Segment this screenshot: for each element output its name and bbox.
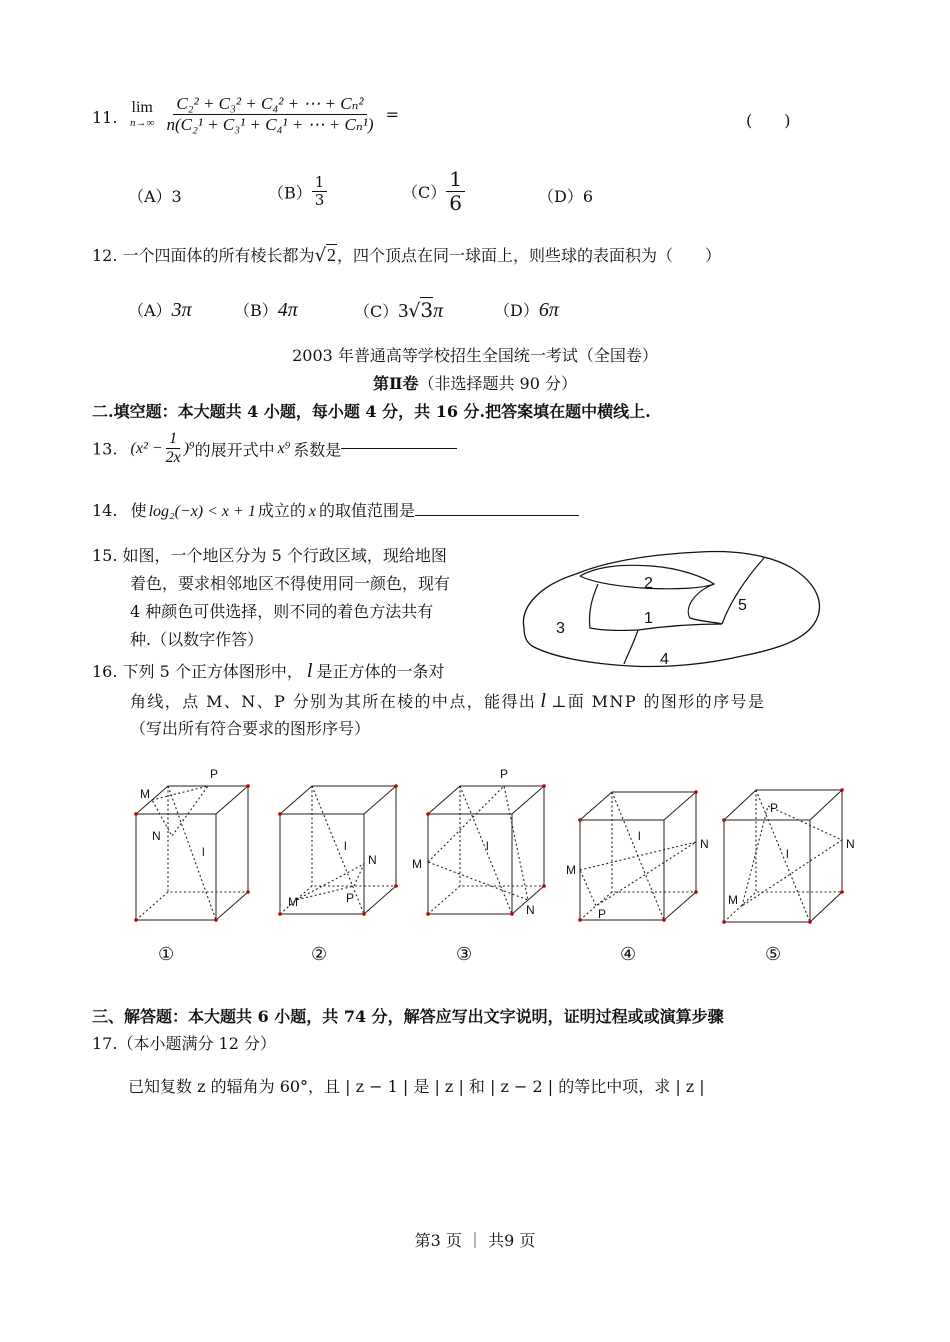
- map-label-1: 1: [644, 610, 653, 627]
- section2-heading: 二.填空题：本大题共 4 小题，每小题 4 分，共 16 分.把答案填在题中横线上.: [92, 402, 651, 421]
- q13-frac-num: 1: [166, 430, 180, 449]
- cube1-label-m: M: [140, 787, 150, 801]
- q16-figure-5: [716, 776, 862, 936]
- q16-figure-1: [128, 764, 260, 936]
- cube4-label-n: N: [700, 837, 709, 851]
- cube2-vertex: [394, 884, 398, 888]
- q12-option-a: [128, 298, 192, 322]
- map-label-2: 2: [644, 575, 653, 592]
- cube1-vertex: [214, 918, 218, 922]
- cube3-label-m: M: [412, 857, 422, 871]
- q16-line-3: （写出所有符合要求的图形序号）: [130, 719, 371, 738]
- exam-title: 2003 年普通高等学校招生全国统一考试（全国卷）: [292, 346, 658, 365]
- q15-line-2: 着色，要求相邻地区不得使用同一颜色，现有: [130, 574, 451, 593]
- cube4-vertex: [694, 790, 698, 794]
- map-label-3: 3: [556, 620, 565, 637]
- cube4-right-edges: [664, 792, 696, 920]
- q13-text-b: 系数是: [293, 440, 342, 460]
- cube3-label-p: P: [500, 767, 509, 781]
- q16-figure-2-label: ②: [311, 944, 328, 965]
- q14-var: x: [308, 503, 316, 520]
- cube5-diagonal-l: [756, 790, 810, 922]
- q12-option-d: [494, 298, 559, 322]
- cube2-vertex: [278, 812, 282, 816]
- cube1-vertex: [134, 812, 138, 816]
- cube5-vertex: [722, 920, 726, 924]
- q12-text-a: 一个四面体的所有棱长都为: [122, 246, 315, 265]
- cube3-front-face: [428, 814, 512, 914]
- q11-fraction: [163, 94, 376, 134]
- cube3-label-l: l: [486, 839, 489, 853]
- q12-line: [92, 243, 721, 266]
- q15-line-3: 4 种颜色可供选择，则不同的着色方法共有: [130, 602, 434, 621]
- cube4-vertex: [578, 818, 582, 822]
- map-label-5: 5: [738, 597, 747, 614]
- q16-figure-3: [408, 764, 550, 936]
- map-region-1-right-border: [688, 584, 722, 624]
- cube1-hidden-bottom: [136, 892, 248, 920]
- q11-option-b-den: 3: [314, 191, 325, 210]
- cube1-label-p: P: [210, 767, 219, 781]
- q12-option-b-label: （B）: [234, 301, 278, 320]
- cube4-triangle-mnp: [580, 842, 696, 906]
- cube5-label-p: P: [770, 801, 779, 815]
- q16-figure-2: [272, 764, 404, 936]
- q11-option-c-den: 6: [449, 191, 462, 215]
- cube2-label-p: P: [346, 891, 355, 905]
- q12-number: 12.: [92, 246, 118, 265]
- cube4-vertex: [578, 918, 582, 922]
- q16-line-1: [92, 659, 444, 683]
- part-title-rest: （非选择题共 90 分）: [418, 374, 578, 393]
- q11-lim: lim: [131, 99, 153, 117]
- q12-option-c-pi: π: [433, 300, 444, 322]
- map-region-4-border: [624, 630, 638, 664]
- cube1-vertex: [246, 890, 250, 894]
- q12-option-c-label: （C）: [354, 302, 399, 321]
- q12-option-d-value: 6π: [538, 299, 559, 321]
- part-title-bold: 第Ⅱ卷: [372, 374, 419, 393]
- q11-number: 11.: [92, 108, 118, 127]
- q11-formula: [130, 94, 399, 134]
- q13-text-a: 的展开式中: [194, 440, 275, 460]
- q13-number: 13.: [92, 439, 118, 459]
- q11-option-b: [268, 174, 327, 210]
- cube4-label-p: P: [598, 907, 607, 921]
- cube3-vertex: [426, 812, 430, 816]
- cube5-label-m: M: [728, 893, 738, 907]
- section3-heading: 三、解答题：本大题共 6 小题，共 74 分，解答应写出文字说明，证明过程或或演算步骤: [92, 1007, 724, 1026]
- q16-figure-5-label: ⑤: [765, 944, 782, 965]
- cube4-top-edges: [580, 792, 696, 820]
- cube3-right-edges: [512, 786, 544, 914]
- q15-line-4: 种.（以数字作答）: [130, 630, 264, 649]
- cube4-label-l: l: [638, 829, 641, 843]
- q13-var: x⁹: [277, 439, 291, 457]
- q11-numerator: C₂² + C₃² + C₄² + ⋯ + Cₙ²: [173, 94, 366, 115]
- q12-text-b: ，四个顶点在同一球面上，则些球的表面积为（ ）: [337, 246, 722, 265]
- cube5-right-edges: [810, 790, 842, 922]
- q11-option-d: （D）6: [538, 187, 594, 206]
- cube2-vertex: [278, 912, 282, 916]
- cube4-label-m: M: [566, 863, 576, 877]
- cube1-diagonal-l: [168, 786, 216, 920]
- cube5-vertex: [808, 920, 812, 924]
- q16-line-2-a: 角线，点 M、N、P 分别为其所在棱的中点，能得出: [130, 692, 537, 711]
- cube2-top-edges: [280, 786, 396, 814]
- cube2-label-n: N: [368, 853, 377, 867]
- q16-line-2: [130, 689, 765, 713]
- part-title: [0, 371, 950, 394]
- q13-expr-post: )⁹: [183, 439, 195, 457]
- cube1-label-l: l: [202, 845, 205, 859]
- cube2-label-m: M: [288, 895, 298, 909]
- cube2-right-edges: [364, 786, 396, 914]
- q11-equals: =: [385, 104, 400, 124]
- q17-text: 已知复数 z 的辐角为 60°，且 | z − 1 | 是 | z | 和 | z − 2 | 的等比中项，求 | z |: [128, 1077, 705, 1096]
- q12-option-c: （C）3√3π: [354, 298, 444, 322]
- cube3-top-edges: [428, 786, 544, 814]
- q14-text-c: 的取值范围是: [318, 501, 415, 520]
- q12-option-c-coef: 3: [398, 300, 409, 322]
- cube5-vertex: [722, 818, 726, 822]
- q11-option-c: [402, 168, 465, 215]
- q11-option-a: （A）3: [128, 187, 182, 206]
- q11-answer-paren: ( ): [746, 111, 791, 130]
- q16-figure-4: [564, 778, 716, 936]
- q16-line-1-l: l: [306, 660, 313, 682]
- q14-expr: log₂(−x) < x + 1: [148, 503, 256, 520]
- cube3-vertex: [510, 912, 514, 916]
- q13-frac-den: 2x: [165, 449, 181, 467]
- q14-text-b: 成立的: [257, 501, 306, 520]
- map-region-5-border: [722, 558, 764, 624]
- cube5-triangle-mnp: [742, 806, 842, 906]
- q12-option-c-rad: 3: [420, 298, 434, 322]
- cube1-label-n: N: [152, 829, 161, 843]
- q16-figure-3-label: ③: [456, 944, 473, 965]
- q14-line: [92, 498, 579, 521]
- q11-option-c-label: （C）: [402, 183, 447, 202]
- cube5-hidden-bottom: [724, 892, 842, 922]
- q16-line-1-a: 16. 下列 5 个正方体图形中，: [92, 662, 303, 681]
- q12-option-a-value: 3π: [171, 299, 192, 321]
- map-region-1-left-border: [589, 584, 638, 631]
- q11-option-b-num: 1: [312, 174, 328, 192]
- page-footer: 第3 页 ｜ 共9 页: [414, 1231, 536, 1250]
- q14-answer-blank[interactable]: [415, 515, 579, 516]
- q16-line-2-l: l: [540, 690, 548, 712]
- cube5-vertex: [840, 788, 844, 792]
- cube2-vertex: [394, 784, 398, 788]
- q15-map-figure: [518, 546, 826, 672]
- q16-line-2-b: ⊥面 MNP 的图形的序号是: [551, 692, 766, 711]
- cube1-vertex: [134, 918, 138, 922]
- q14-text-a: 使: [130, 501, 147, 520]
- cube1-front-face: [136, 814, 216, 920]
- q12-option-a-label: （A）: [128, 301, 172, 320]
- q13-line: [92, 430, 457, 468]
- q11-option-c-num: 1: [446, 168, 465, 192]
- q12-option-d-label: （D）: [494, 301, 539, 320]
- cube2-label-l: l: [344, 839, 347, 853]
- cube1-vertex: [246, 784, 250, 788]
- cube3-vertex: [542, 784, 546, 788]
- q12-sqrt-value: 2: [327, 245, 337, 265]
- map-label-4: 4: [660, 651, 669, 668]
- cube3-label-n: N: [526, 903, 535, 917]
- q16-figure-4-label: ④: [620, 944, 637, 965]
- q16-line-1-b: 是正方体的一条对: [316, 662, 445, 681]
- cube2-vertex: [362, 912, 366, 916]
- q11-denominator: n(C₂¹ + C₃¹ + C₄¹ + ⋯ + Cₙ¹): [166, 114, 374, 134]
- q12-option-b: [234, 298, 298, 322]
- cube3-vertex: [426, 912, 430, 916]
- q11-option-b-label: （B）: [268, 183, 312, 203]
- q12-option-b-value: 4π: [277, 299, 298, 321]
- q15-line-1: 15. 如图，一个地区分为 5 个行政区域，现给地图: [92, 546, 447, 565]
- cube5-vertex: [840, 890, 844, 894]
- cube3-vertex: [542, 884, 546, 888]
- cube5-top-edges: [724, 790, 842, 820]
- q16-figure-1-label: ①: [158, 944, 175, 965]
- q17-number: 17.（本小题满分 12 分）: [92, 1034, 276, 1053]
- q12-sqrt: √2: [314, 245, 337, 266]
- q13-answer-blank[interactable]: [341, 448, 457, 449]
- cube1-right-edges: [216, 786, 248, 920]
- q11-lim-sub: n→∞: [130, 117, 155, 130]
- q14-number: 14.: [92, 501, 118, 520]
- q13-expr-pre: (x² −: [130, 439, 163, 457]
- cube4-vertex: [662, 918, 666, 922]
- cube5-label-n: N: [846, 837, 855, 851]
- cube3-triangle-mnp: [428, 786, 528, 900]
- cube4-vertex: [694, 890, 698, 894]
- cube5-label-l: l: [786, 847, 789, 861]
